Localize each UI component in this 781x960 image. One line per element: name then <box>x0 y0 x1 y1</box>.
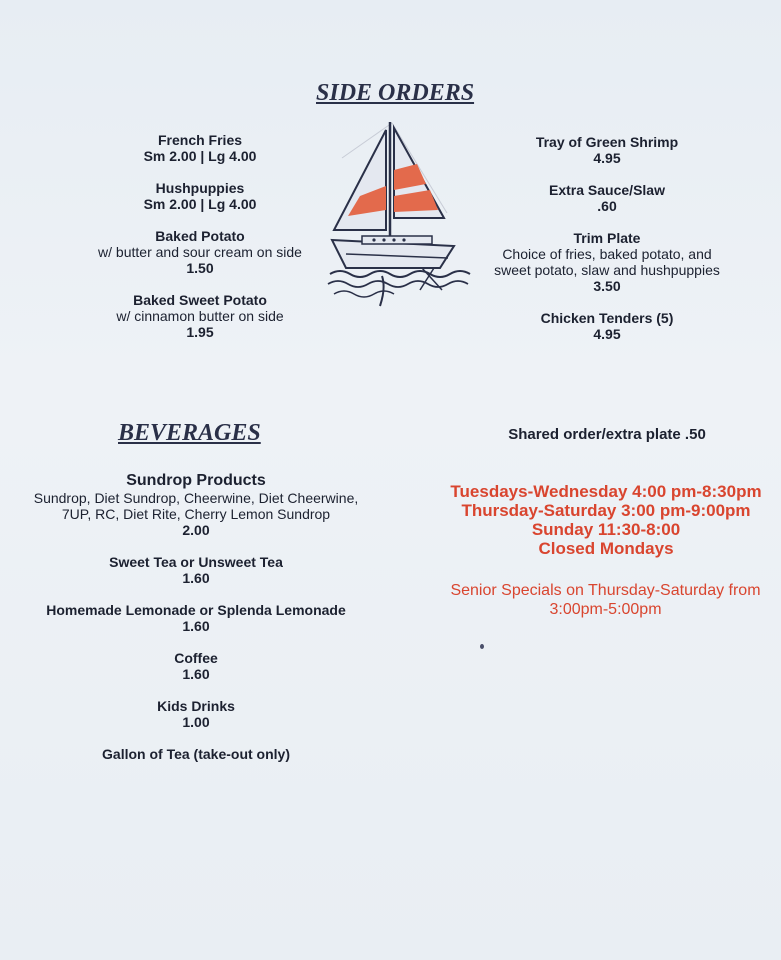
item-name: Baked Potato <box>155 228 245 244</box>
item-description: 7UP, RC, Diet Rite, Cherry Lemon Sundrop <box>61 506 331 522</box>
item-name: French Fries <box>157 132 243 148</box>
senior-line: 3:00pm-5:00pm <box>549 601 662 618</box>
menu-item <box>478 310 736 342</box>
beverages-heading: BEVERAGES <box>118 420 261 446</box>
sailboat-icon <box>322 118 482 313</box>
menu-item <box>478 182 736 214</box>
item-price: 1.60 <box>182 570 210 586</box>
menu-item <box>20 554 372 586</box>
item-name: Tray of Green Shrimp <box>535 134 679 150</box>
item-name: Hushpuppies <box>155 180 245 196</box>
item-name: Homemade Lemonade or Splenda Lemonade <box>46 602 346 618</box>
item-price: .60 <box>597 198 617 214</box>
side-orders-heading: SIDE ORDERS <box>316 80 475 106</box>
senior-specials <box>430 581 781 619</box>
beverages-list <box>20 472 372 778</box>
item-price: 2.00 <box>182 522 210 538</box>
item-price: 3.50 <box>593 278 621 294</box>
item-price: 1.50 <box>186 260 214 276</box>
item-name: Baked Sweet Potato <box>133 292 267 308</box>
menu-item <box>20 602 372 634</box>
menu-item <box>478 230 736 294</box>
item-description: Choice of fries, baked potato, and <box>502 246 712 262</box>
item-name: Kids Drinks <box>157 698 235 714</box>
menu-item <box>70 132 330 164</box>
item-price: 1.60 <box>182 666 210 682</box>
hours-line: Sunday 11:30-8:00 <box>531 520 681 539</box>
item-price: Sm 2.00 | Lg 4.00 <box>143 148 257 164</box>
item-price: 1.60 <box>182 618 210 634</box>
item-price: 4.95 <box>593 326 621 342</box>
menu-item <box>70 228 330 276</box>
side-orders-right <box>478 134 736 358</box>
menu-item <box>70 180 330 212</box>
item-price: Sm 2.00 | Lg 4.00 <box>143 196 257 212</box>
item-description: w/ cinnamon butter on side <box>116 308 284 324</box>
item-name: Gallon of Tea (take-out only) <box>102 746 290 762</box>
menu-item <box>20 472 372 538</box>
side-orders-left <box>70 132 330 356</box>
menu-item <box>70 292 330 340</box>
item-name: Sweet Tea or Unsweet Tea <box>109 554 283 570</box>
shared-order-note: Shared order/extra plate .50 <box>508 426 706 443</box>
item-price: 4.95 <box>593 150 621 166</box>
item-name: Trim Plate <box>573 230 641 246</box>
item-name: Chicken Tenders (5) <box>540 310 674 326</box>
item-name: Coffee <box>174 650 218 666</box>
item-price: 1.00 <box>182 714 210 730</box>
item-name: Extra Sauce/Slaw <box>549 182 665 198</box>
hours-line: Tuesdays-Wednesday 4:00 pm-8:30pm <box>450 482 762 501</box>
menu-item <box>20 746 372 762</box>
item-description: sweet potato, slaw and hushpuppies <box>494 262 720 278</box>
hours-block <box>436 482 776 558</box>
senior-line: Senior Specials on Thursday-Saturday from <box>450 582 761 599</box>
menu-item <box>20 650 372 682</box>
hours-line: Thursday-Saturday 3:00 pm-9:00pm <box>461 501 751 520</box>
menu-item <box>478 134 736 166</box>
menu-item <box>20 698 372 730</box>
item-description: w/ butter and sour cream on side <box>98 244 302 260</box>
item-price: 1.95 <box>186 324 214 340</box>
item-description: Sundrop, Diet Sundrop, Cheerwine, Diet Cheerwine, <box>33 490 359 506</box>
hours-line: Closed Mondays <box>538 539 674 558</box>
item-name: Sundrop Products <box>126 472 266 489</box>
stray-mark <box>480 644 484 649</box>
